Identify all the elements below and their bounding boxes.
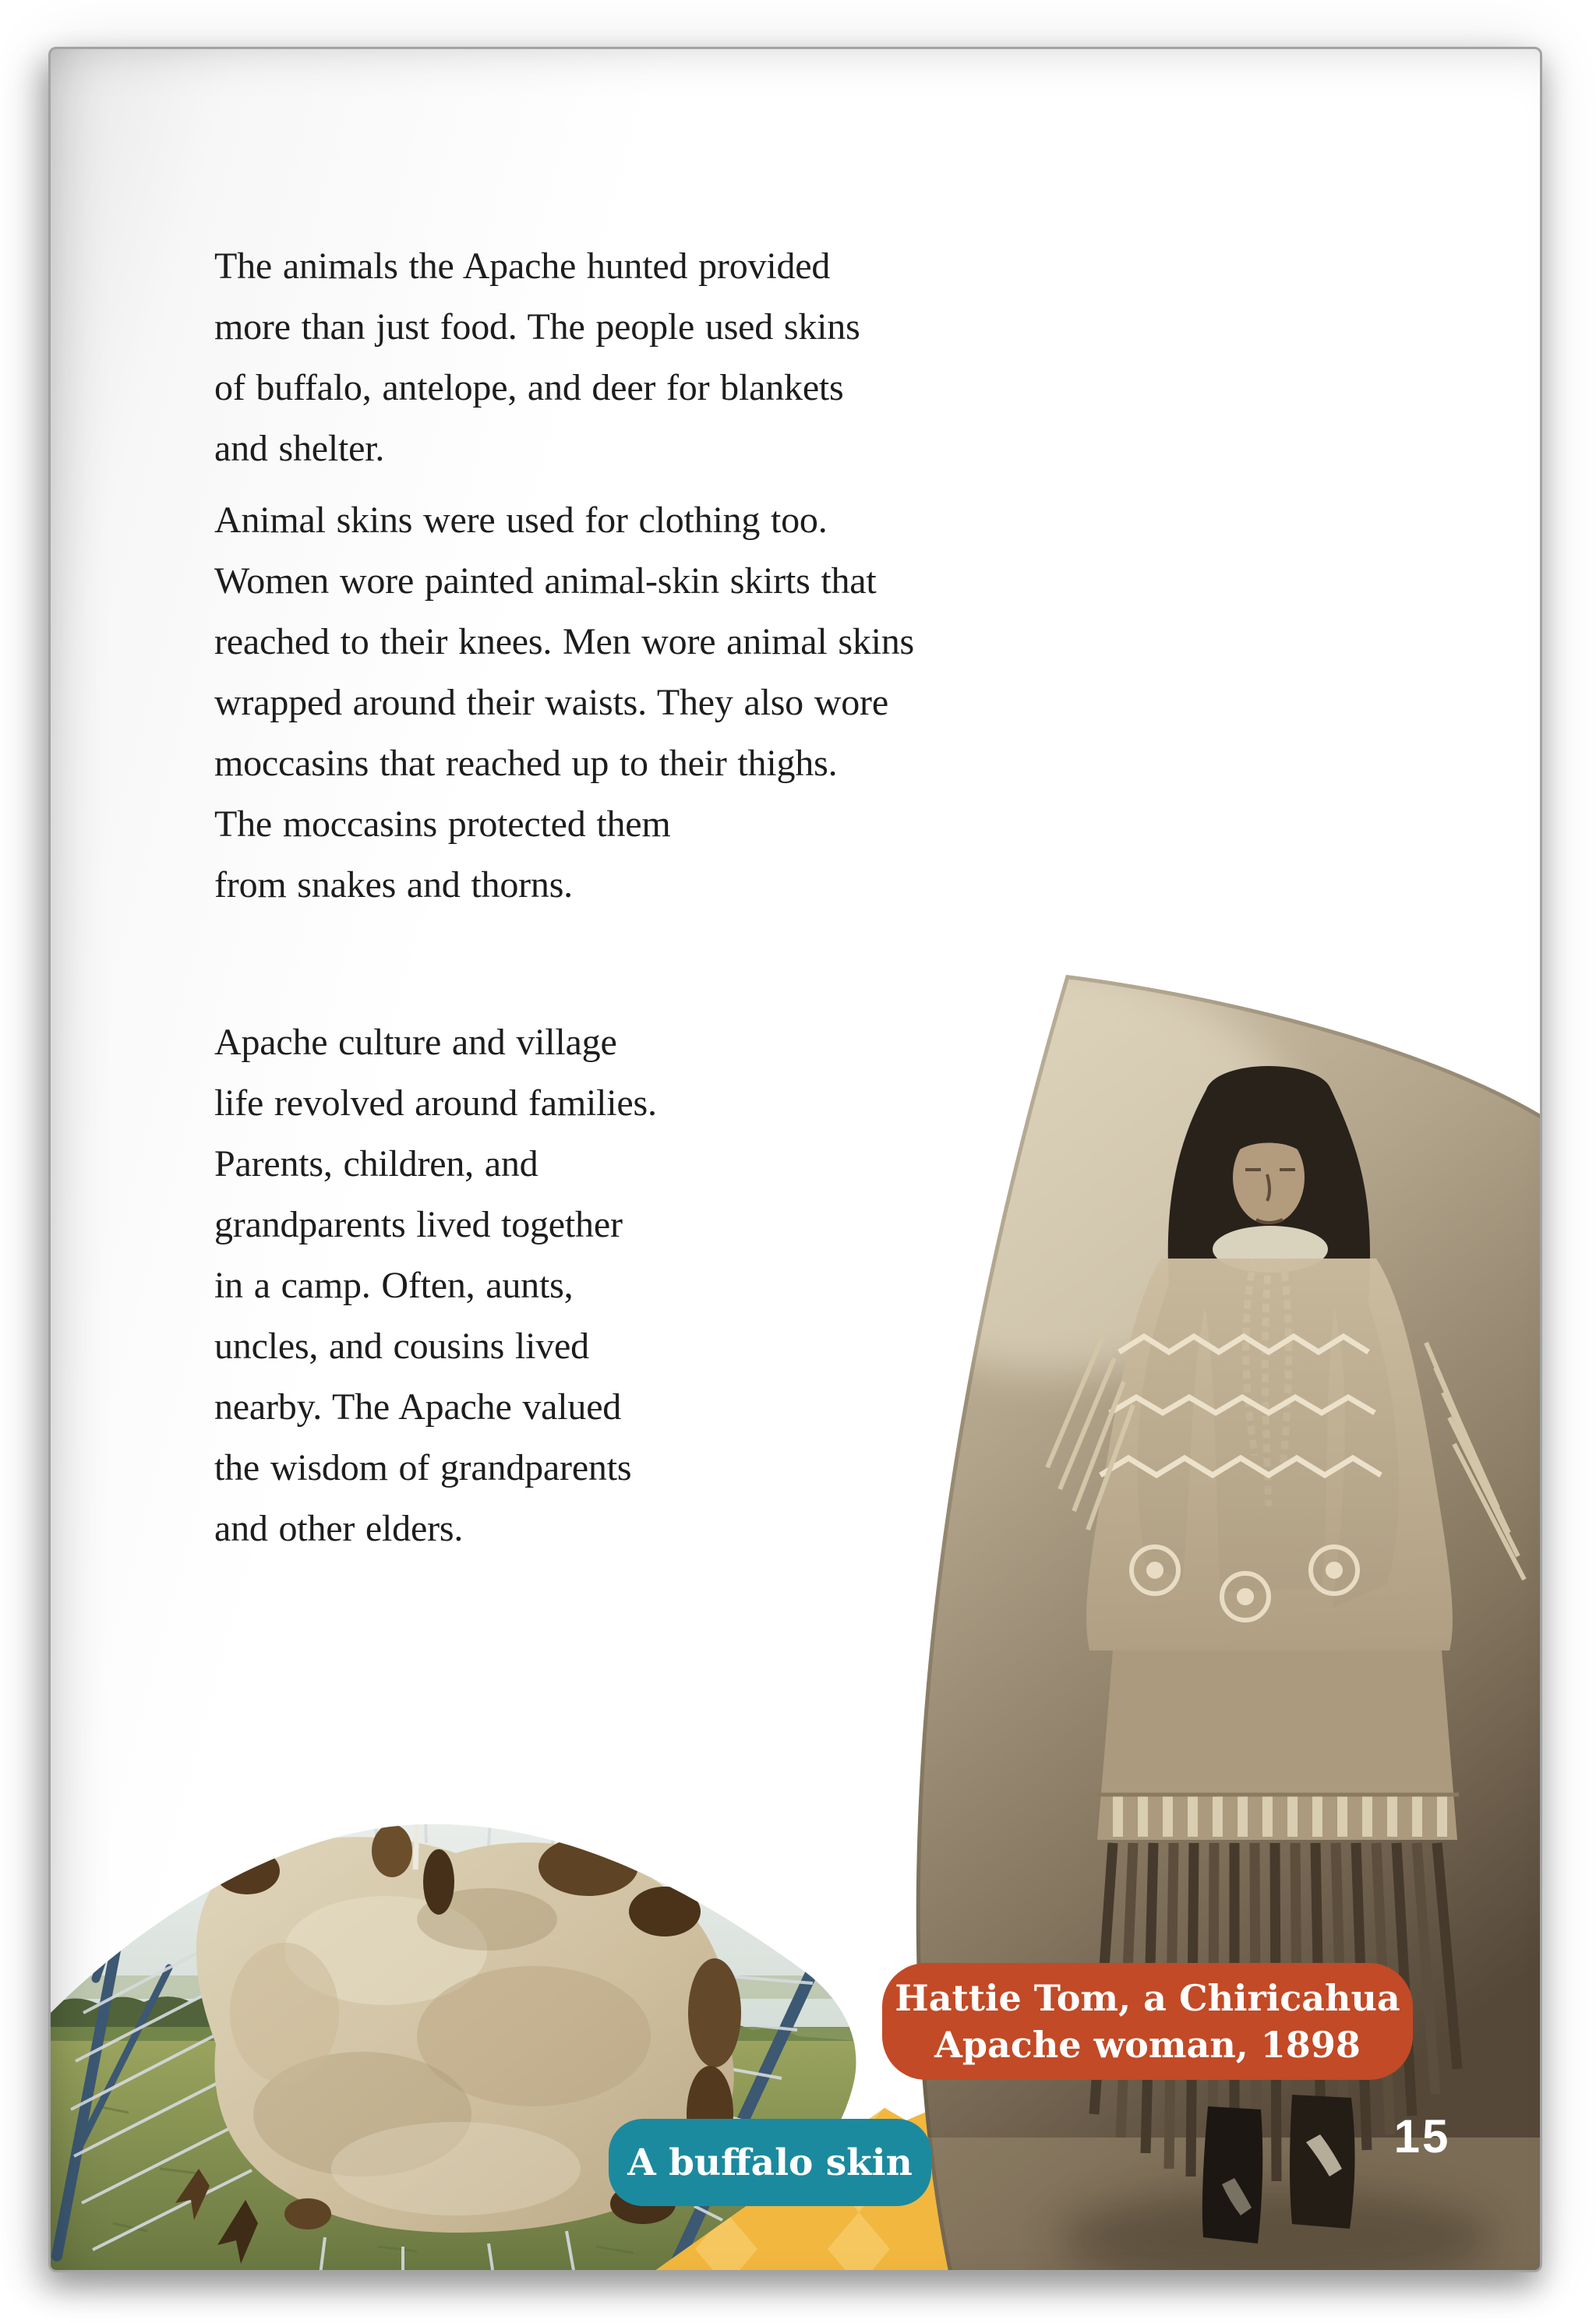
text-line: uncles, and cousins lived — [214, 1326, 589, 1367]
page — [48, 47, 1542, 2272]
page-number: 15 — [1393, 2110, 1451, 2162]
text-line: wrapped around their waists. They also wore — [214, 682, 888, 723]
text-line: Apache culture and village — [214, 1022, 617, 1063]
text-line: from snakes and thorns. — [214, 864, 573, 906]
paragraph-1 — [214, 236, 860, 479]
buffalo-caption-badge — [609, 2119, 931, 2206]
text-line: nearby. The Apache valued — [214, 1386, 622, 1428]
paragraph-3 — [214, 1012, 657, 1559]
text-line: Women wore painted animal-skin skirts that — [214, 560, 877, 602]
text-line: reached to their knees. Men wore animal skins — [214, 621, 915, 662]
text-line: life revolved around families. — [214, 1082, 657, 1124]
portrait-caption-badge — [882, 1963, 1413, 2080]
tie-string — [415, 1823, 417, 1869]
caption-line: Apache woman, 1898 — [934, 2024, 1361, 2066]
text-line: Parents, children, and — [214, 1143, 538, 1184]
text-line: the wisdom of grandparents — [214, 1447, 632, 1488]
text-line: and other elders. — [214, 1508, 464, 1549]
caption-line: Hattie Tom, a Chiricahua — [895, 1977, 1400, 2019]
text-line: Animal skins were used for clothing too. — [214, 500, 828, 541]
text-line: and shelter. — [214, 428, 385, 469]
text-line: more than just food. The people used skins — [214, 306, 860, 348]
paragraph-2 — [214, 490, 914, 916]
text-line: grandparents lived together — [214, 1204, 623, 1245]
skirt — [1097, 1650, 1457, 1840]
text-line: in a camp. Often, aunts, — [214, 1265, 574, 1306]
text-line: moccasins that reached up to their thighs. — [214, 743, 838, 784]
caption-line: A buffalo skin — [627, 2141, 913, 2184]
text-line: The moccasins protected them — [214, 803, 671, 845]
text-line: of buffalo, antelope, and deer for blankets — [214, 367, 844, 408]
text-line: The animals the Apache hunted provided — [214, 245, 831, 287]
